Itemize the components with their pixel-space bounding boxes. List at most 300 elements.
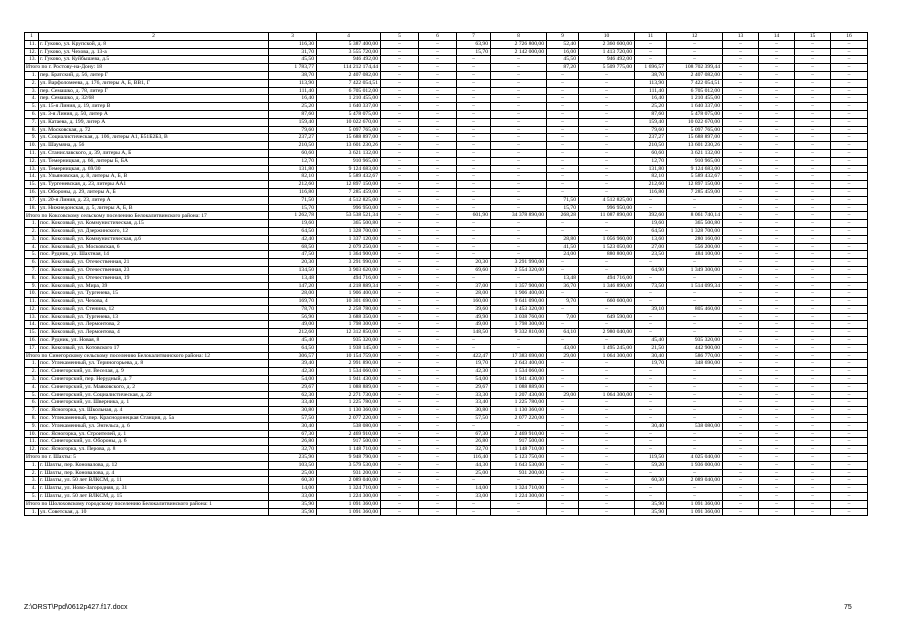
table-cell: – <box>457 204 491 212</box>
table-cell: 32,70 <box>457 446 491 454</box>
row-number: 11. <box>25 438 39 446</box>
table-cell: 31,70 <box>269 48 317 56</box>
subtotal-label: Итого по Синегорскому сельскому поселению Белокалитвинского района: 12 <box>25 352 269 360</box>
table-cell: – <box>723 415 759 423</box>
table-cell: – <box>795 469 831 477</box>
address-cell: пос. Коксовый, ул. Лермонтова, 2 <box>39 321 269 329</box>
address-cell: ул. Варфоломеева, д. 176, литеры А, Б, ВВ1, Г <box>39 79 269 87</box>
table-cell: – <box>419 103 457 111</box>
table-cell: – <box>419 422 457 430</box>
table-cell: – <box>723 469 759 477</box>
table-cell: – <box>381 118 419 126</box>
table-cell: – <box>795 227 831 235</box>
table-cell: – <box>491 337 547 345</box>
address-cell: пер. Братский, д. 56, литер Г <box>39 71 269 79</box>
table-cell: – <box>759 87 795 95</box>
row-number: 8. <box>25 126 39 134</box>
table-cell: – <box>491 79 547 87</box>
column-number: 11 <box>635 33 667 41</box>
table-cell: 114 212 174,44 <box>317 64 381 72</box>
table-cell: 1 224 300,00 <box>491 493 547 501</box>
table-cell: – <box>547 454 579 462</box>
table-cell: 1 207 430,00 <box>491 391 547 399</box>
table-cell: 10 022 670,00 <box>317 118 381 126</box>
table-cell: – <box>381 110 419 118</box>
table-cell: 15 688 897,00 <box>317 134 381 142</box>
table-cell: – <box>457 508 491 516</box>
table-cell: – <box>667 469 723 477</box>
table-cell: – <box>795 126 831 134</box>
table-cell: – <box>759 235 795 243</box>
table-cell: – <box>795 493 831 501</box>
table-cell: – <box>381 126 419 134</box>
table-cell: – <box>759 313 795 321</box>
address-cell: ул. Нижнедонская, д. 5, литеры А, Б, В <box>39 204 269 212</box>
table-cell: 42,30 <box>457 368 491 376</box>
table-cell: 946 492,00 <box>317 56 381 64</box>
table-cell: 538 080,00 <box>667 422 723 430</box>
table-cell: 7 285 459,00 <box>667 188 723 196</box>
table-cell: 280 160,00 <box>667 235 723 243</box>
table-cell: – <box>831 383 868 391</box>
table-cell: 45,50 <box>269 56 317 64</box>
table-cell: 131,80 <box>635 165 667 173</box>
table-cell: 2 089 040,00 <box>667 477 723 485</box>
address-cell: пос. Синегорский, пер. Нерудный, д. 7 <box>39 376 269 384</box>
table-cell: – <box>759 40 795 48</box>
table-cell: – <box>831 360 868 368</box>
table-row <box>25 181 868 189</box>
table-cell: – <box>457 337 491 345</box>
table-cell: – <box>759 282 795 290</box>
table-cell: – <box>381 87 419 95</box>
table-cell: – <box>579 485 635 493</box>
table-row <box>25 321 868 329</box>
table-row <box>25 134 868 142</box>
table-cell: 3 621 132,00 <box>317 149 381 157</box>
row-number: 6. <box>25 110 39 118</box>
table-cell: – <box>759 329 795 337</box>
table-cell: 235,90 <box>269 454 317 462</box>
table-cell: – <box>795 500 831 508</box>
table-cell: – <box>381 422 419 430</box>
table-cell: – <box>759 64 795 72</box>
address-cell: г. Шахты, ул. Ново-Загородняя, д. 31 <box>39 485 269 493</box>
table-cell: 1 130 360,00 <box>317 407 381 415</box>
table-cell: 2 271 730,00 <box>317 391 381 399</box>
table-cell: 910 965,00 <box>317 157 381 165</box>
address-cell: пос. Синегорский, ул. Шверника, д. 1 <box>39 399 269 407</box>
address-cell: пос. Углекаменный, пер. Краснодонецкая Станция, д. 5а <box>39 415 269 423</box>
table-cell: – <box>831 407 868 415</box>
table-row <box>25 149 868 157</box>
table-cell: 45,40 <box>269 337 317 345</box>
table-cell: – <box>381 40 419 48</box>
table-cell: – <box>723 446 759 454</box>
table-row <box>25 290 868 298</box>
table-cell: – <box>579 508 635 516</box>
table-cell: – <box>491 110 547 118</box>
table-cell: 56,90 <box>269 313 317 321</box>
table-cell: 660 600,00 <box>579 298 635 306</box>
table-cell: 30,40 <box>269 422 317 430</box>
row-number: 5. <box>25 251 39 259</box>
table-cell: – <box>723 64 759 72</box>
table-cell: – <box>723 48 759 56</box>
table-cell: 64,90 <box>635 266 667 274</box>
table-cell: – <box>759 220 795 228</box>
table-cell: 26,80 <box>457 438 491 446</box>
table-cell: 9 124 683,00 <box>317 165 381 173</box>
table-cell: 1 262,78 <box>269 212 317 220</box>
table-cell: – <box>795 391 831 399</box>
table-row <box>25 48 868 56</box>
table-cell: – <box>547 220 579 228</box>
row-number: 2. <box>25 79 39 87</box>
table-cell: – <box>831 142 868 150</box>
table-cell: – <box>579 142 635 150</box>
table-row <box>25 344 868 352</box>
table-cell: 42,30 <box>269 368 317 376</box>
row-number: 4. <box>25 243 39 251</box>
row-number: 14. <box>25 173 39 181</box>
table-cell: – <box>795 56 831 64</box>
table-cell: 422,47 <box>457 352 491 360</box>
table-cell: – <box>795 454 831 462</box>
table-cell: 30,40 <box>635 352 667 360</box>
column-number: 7 <box>457 33 491 41</box>
table-cell: – <box>831 274 868 282</box>
table-cell: 1 324 710,00 <box>317 485 381 493</box>
table-cell: – <box>381 337 419 345</box>
table-cell: – <box>795 290 831 298</box>
table-cell: – <box>831 477 868 485</box>
table-cell: – <box>831 126 868 134</box>
table-cell: – <box>723 305 759 313</box>
table-cell: 3 688 350,00 <box>317 313 381 321</box>
table-cell: 119,50 <box>635 454 667 462</box>
table-cell: 2 258 780,00 <box>317 305 381 313</box>
table-cell: 29,67 <box>269 383 317 391</box>
table-cell: 1 514 099,34 <box>667 282 723 290</box>
table-cell: 29,00 <box>547 391 579 399</box>
table-cell: – <box>457 227 491 235</box>
table-cell: – <box>723 430 759 438</box>
table-cell: – <box>457 235 491 243</box>
address-cell: пос. Ясногорка, ул. Строителей, д. 1 <box>39 430 269 438</box>
table-cell: – <box>723 220 759 228</box>
table-cell: 71,50 <box>269 196 317 204</box>
table-cell: – <box>547 110 579 118</box>
table-cell: 1 091 360,00 <box>317 508 381 516</box>
table-row <box>25 235 868 243</box>
column-number: 13 <box>723 33 759 41</box>
column-number: 15 <box>795 33 831 41</box>
table-cell: – <box>831 134 868 142</box>
table-cell: – <box>723 266 759 274</box>
table-cell: 159,40 <box>269 118 317 126</box>
table-cell: – <box>723 438 759 446</box>
table-cell: 5 589 432,67 <box>667 173 723 181</box>
table-cell: – <box>723 71 759 79</box>
table-cell: – <box>635 274 667 282</box>
table-cell: 29,00 <box>547 352 579 360</box>
table-cell: – <box>759 95 795 103</box>
table-cell: – <box>547 321 579 329</box>
table-cell: 1 064 300,00 <box>579 391 635 399</box>
table-cell: 13,60 <box>635 235 667 243</box>
table-cell: – <box>419 126 457 134</box>
table-cell: – <box>759 383 795 391</box>
row-number: 15. <box>25 329 39 337</box>
table-cell: – <box>635 196 667 204</box>
table-cell: – <box>381 391 419 399</box>
table-cell: – <box>723 56 759 64</box>
table-cell: 10 022 670,00 <box>667 118 723 126</box>
address-cell: пос. Синегорский, ул. Маяковского, д. 2 <box>39 383 269 391</box>
table-cell: 54,00 <box>269 376 317 384</box>
table-cell: 917 500,00 <box>317 438 381 446</box>
table-cell: 4 512 825,00 <box>317 196 381 204</box>
table-cell: 19,70 <box>635 360 667 368</box>
table-cell: – <box>831 337 868 345</box>
table-cell: 87,60 <box>635 110 667 118</box>
table-cell: 64,50 <box>635 227 667 235</box>
table-cell: – <box>667 321 723 329</box>
row-number: 8. <box>25 415 39 423</box>
table-cell: – <box>547 118 579 126</box>
table-cell: – <box>759 157 795 165</box>
table-cell: 49,00 <box>457 321 491 329</box>
table-cell: – <box>419 368 457 376</box>
table-cell: – <box>759 259 795 267</box>
table-cell: 7,00 <box>547 313 579 321</box>
table-cell: – <box>831 87 868 95</box>
table-row <box>25 469 868 477</box>
table-cell: – <box>491 64 547 72</box>
table-cell: 2 554 320,00 <box>491 266 547 274</box>
table-cell: – <box>419 173 457 181</box>
row-number: 17. <box>25 196 39 204</box>
table-cell: 30,80 <box>269 407 317 415</box>
table-cell: – <box>579 87 635 95</box>
table-row <box>25 40 868 48</box>
table-cell: – <box>795 235 831 243</box>
table-cell: – <box>795 204 831 212</box>
table-cell: – <box>579 126 635 134</box>
table-cell: – <box>491 126 547 134</box>
table-cell: – <box>419 383 457 391</box>
table-cell: – <box>723 134 759 142</box>
table-cell: – <box>381 95 419 103</box>
data-table-container <box>24 32 867 516</box>
subtotal-row <box>25 500 868 508</box>
row-number: 17. <box>25 344 39 352</box>
address-cell: пос. Коксовый, ул. Чехова, 4 <box>39 298 269 306</box>
table-cell: – <box>759 415 795 423</box>
table-cell: 15,70 <box>547 204 579 212</box>
table-cell: – <box>723 282 759 290</box>
table-cell: – <box>457 422 491 430</box>
table-cell: 9 641 090,00 <box>491 298 547 306</box>
table-cell: 29,67 <box>457 383 491 391</box>
table-cell: 484 100,00 <box>667 251 723 259</box>
table-cell: 210,50 <box>635 142 667 150</box>
table-cell: – <box>491 227 547 235</box>
table-cell: – <box>831 204 868 212</box>
table-cell: 3 291 990,00 <box>317 259 381 267</box>
table-cell: – <box>381 274 419 282</box>
table-cell: 14,00 <box>457 485 491 493</box>
table-cell: – <box>795 71 831 79</box>
table-row <box>25 227 868 235</box>
table-cell: – <box>635 493 667 501</box>
table-row <box>25 87 868 95</box>
table-cell: – <box>579 360 635 368</box>
table-cell: – <box>579 118 635 126</box>
table-cell: – <box>419 337 457 345</box>
table-cell: – <box>759 110 795 118</box>
table-cell: – <box>667 274 723 282</box>
table-cell: – <box>579 407 635 415</box>
table-row <box>25 165 868 173</box>
table-cell: 25,20 <box>635 103 667 111</box>
row-number: 13. <box>25 56 39 64</box>
table-cell: 1 088 889,00 <box>491 383 547 391</box>
table-cell: – <box>759 181 795 189</box>
table-cell: – <box>419 430 457 438</box>
row-number: 12. <box>25 48 39 56</box>
table-cell: – <box>723 344 759 352</box>
table-cell: – <box>457 344 491 352</box>
table-cell: 131,80 <box>269 165 317 173</box>
table-cell: 1 936 000,00 <box>667 461 723 469</box>
table-cell: – <box>795 142 831 150</box>
table-cell: 14,00 <box>269 485 317 493</box>
table-cell: – <box>831 430 868 438</box>
table-cell: – <box>723 227 759 235</box>
table-cell: – <box>759 196 795 204</box>
table-cell: – <box>759 298 795 306</box>
table-cell: 2 077 220,00 <box>491 415 547 423</box>
table-cell: 78,70 <box>269 305 317 313</box>
table-cell: – <box>635 290 667 298</box>
row-number: 7. <box>25 118 39 126</box>
subtotal-label: Итого по Коксовскому сельскому поселению Белокалитвинского района: 17 <box>25 212 269 220</box>
table-cell: – <box>795 422 831 430</box>
row-number: 5. <box>25 391 39 399</box>
table-cell: – <box>381 430 419 438</box>
table-cell: – <box>457 87 491 95</box>
row-number: 9. <box>25 134 39 142</box>
table-row <box>25 118 868 126</box>
table-cell: – <box>381 266 419 274</box>
table-cell: – <box>381 454 419 462</box>
table-cell: – <box>831 313 868 321</box>
table-row <box>25 71 868 79</box>
table-cell: – <box>723 259 759 267</box>
table-cell: – <box>795 313 831 321</box>
table-cell: 1 906 400,00 <box>491 290 547 298</box>
table-cell: – <box>381 508 419 516</box>
table-cell: 113,90 <box>269 79 317 87</box>
table-cell: – <box>831 391 868 399</box>
table-cell: – <box>723 142 759 150</box>
table-cell: – <box>831 212 868 220</box>
table-cell: – <box>547 134 579 142</box>
table-cell: – <box>491 220 547 228</box>
table-cell: 11 087 890,00 <box>579 212 635 220</box>
table-cell: – <box>419 243 457 251</box>
table-cell: 538 080,00 <box>317 422 381 430</box>
table-cell: – <box>759 274 795 282</box>
table-cell: 212,60 <box>269 329 317 337</box>
table-cell: 1 413 720,00 <box>579 48 635 56</box>
table-cell: – <box>547 469 579 477</box>
table-cell: – <box>723 391 759 399</box>
table-cell: 365 500,80 <box>667 220 723 228</box>
address-cell: г. Гуково, ул. Крупской, д. 8 <box>39 40 269 48</box>
row-number: 6. <box>25 259 39 267</box>
table-cell: – <box>381 415 419 423</box>
table-cell: 13 601 230,26 <box>667 142 723 150</box>
table-cell: – <box>635 321 667 329</box>
table-cell: – <box>795 368 831 376</box>
table-cell: – <box>723 454 759 462</box>
table-cell: – <box>381 500 419 508</box>
table-cell: 12 897 150,00 <box>667 181 723 189</box>
table-cell: – <box>547 188 579 196</box>
table-cell: 910 965,00 <box>667 157 723 165</box>
column-number: 9 <box>547 33 579 41</box>
table-cell: – <box>795 196 831 204</box>
table-cell: 1 906 400,00 <box>317 290 381 298</box>
housing-table <box>24 32 868 516</box>
table-row <box>25 508 868 516</box>
table-cell: – <box>579 368 635 376</box>
address-cell: ул. Темерницкая, д. 66, литеры Б, БА <box>39 157 269 165</box>
table-cell: 69,60 <box>457 266 491 274</box>
table-row <box>25 173 868 181</box>
table-cell: – <box>547 181 579 189</box>
table-cell: – <box>457 196 491 204</box>
table-cell: – <box>831 469 868 477</box>
table-cell: – <box>667 48 723 56</box>
table-cell: 82,10 <box>269 173 317 181</box>
table-cell: – <box>723 321 759 329</box>
table-cell: 62,30 <box>269 391 317 399</box>
table-cell: – <box>419 282 457 290</box>
table-cell: – <box>667 446 723 454</box>
table-cell: – <box>831 243 868 251</box>
table-cell: 134,50 <box>269 266 317 274</box>
table-cell: 12,70 <box>269 157 317 165</box>
table-cell: 1 941 430,00 <box>491 376 547 384</box>
table-cell: 16,40 <box>269 95 317 103</box>
table-cell: – <box>723 477 759 485</box>
table-cell: – <box>419 500 457 508</box>
column-number: 12 <box>667 33 723 41</box>
table-cell: – <box>635 329 667 337</box>
table-cell: 16,40 <box>635 95 667 103</box>
table-cell: – <box>547 360 579 368</box>
table-cell: – <box>579 477 635 485</box>
table-row <box>25 196 868 204</box>
table-cell: 2 407 082,00 <box>667 71 723 79</box>
column-number: 8 <box>491 33 547 41</box>
row-number: 3. <box>25 376 39 384</box>
table-cell: 5 478 075,00 <box>317 110 381 118</box>
